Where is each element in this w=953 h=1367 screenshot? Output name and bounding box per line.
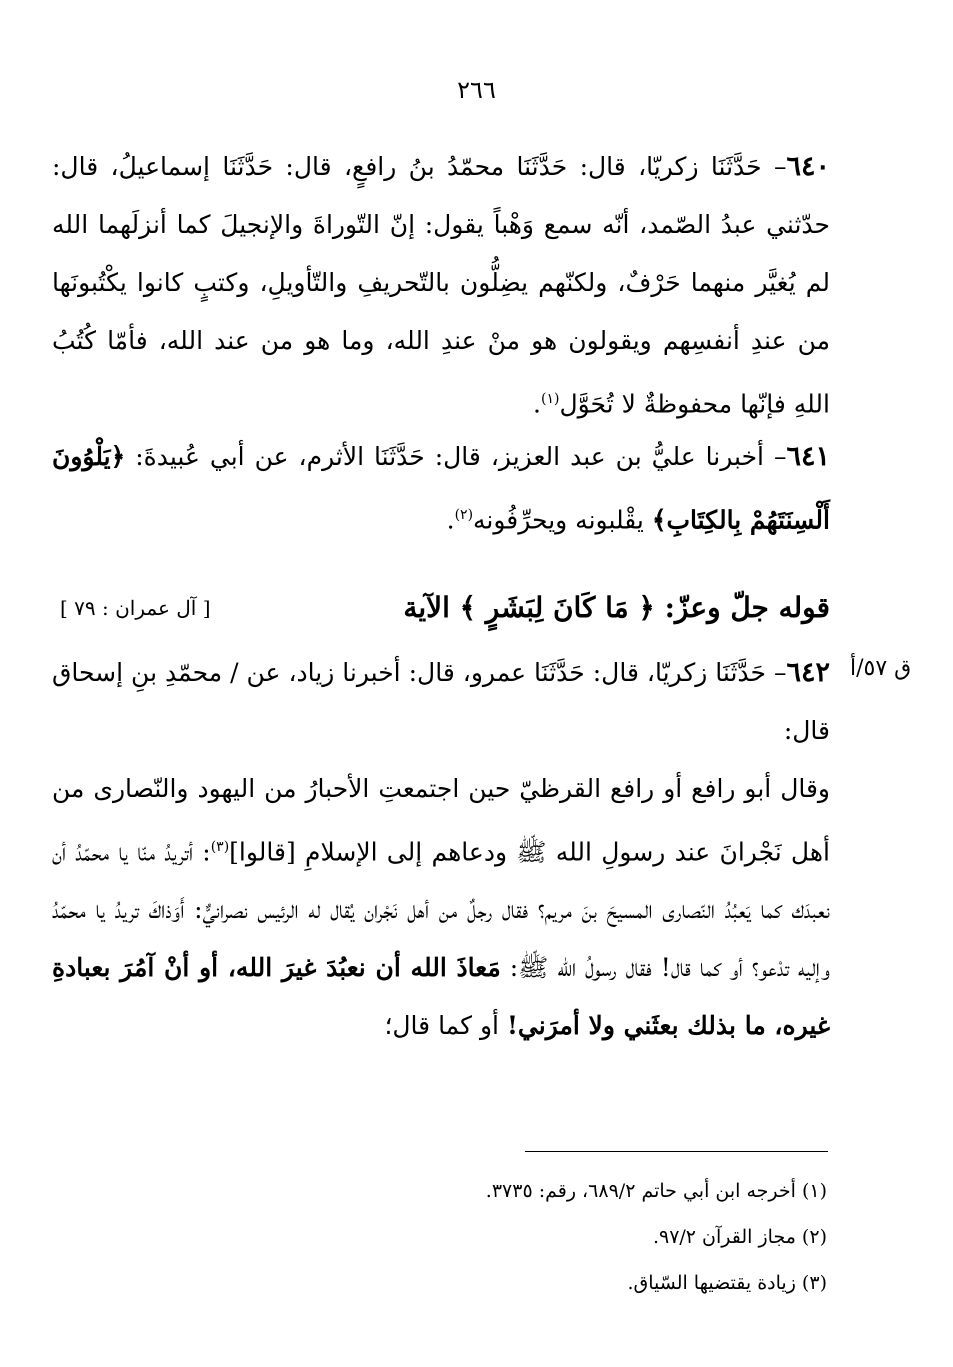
footnote-ref: (٢) [454,507,474,523]
manuscript-margin-note: ق ٥٧/أ [850,656,912,681]
hadith-text: – حَدَّثَنَا زكريّا، قال: حَدَّثَنَا عمرو، قال: أخبرنا زياد، عن / محمّدِ بنِ إسحاق قال: [52,658,830,745]
chapter-heading-start: قوله جلّ وعزّ: [654,591,830,624]
footnote-2: (٢) مجاز القرآن ٩٧/٢. [652,1226,827,1248]
footnote-divider [525,1151,828,1152]
page-number: ٢٦٦ [457,76,496,104]
hadith-number: ٦٤٢ [786,657,830,688]
narration-end: أو كما قال؛ [384,1011,507,1041]
footnote-1: (١) أخرجه ابن أبي حاتم ٦٨٩/٢، رقم: ٣٧٣٥. [485,1180,827,1202]
chapter-heading-end: الآية [403,591,460,624]
hadith-text: – أخبرنا عليُّ بن عبد العزيز، قال: حَدَّثَنَا الأثرم، عن أبي عُبيدةَ: [125,442,787,471]
footnote-ref: (١) [541,391,560,407]
quran-reference: [ آل عمران : ٧٩ ] [60,596,211,620]
chapter-quran: ﴿ مَا كَانَ لِبَشَرٍ ﴾ [459,591,655,624]
hadith-641 [52,428,830,549]
hadith-642-narration [52,760,830,1055]
footnotes [300,1168,827,1306]
hadith-text-after: يقْلبونه ويحرِّفُونه [473,505,652,535]
narration-text: وقال أبو رافع أو رافع القرظيّ حين اجتمعتِ الأحبارُ من اليهود والنّصارى من أهل نَجْرانَ عند رسولِ الله ﷺ ودعاهم إلى الإسلامِ [قالوا] [52,774,830,867]
narration-text-2: : أتريدُ منّا يا محمّدُ أن نعبدَك كما يَعبُدُ النّصارى المسيحَ بنَ مريم؟ فقال رجلٌ من أهل نَجْران يُقال له الرئيس نصرانيٌّ: أَوَذاكَ تريدُ يا محمّدُ وإليه تدْعو؟ أو كما قال! فقال رسولُ الله ﷺ: [52,837,831,983]
footnote-3: (٣) زيادة يقتضيها السّياق. [627,1272,827,1294]
hadith-number: ٦٤٠ [786,151,830,182]
hadith-642 [52,644,830,760]
hadith-text: – حَدَّثَنَا زكريّا، قال: حَدَّثَنَا محمّدُ بنُ رافعٍ، قال: حَدَّثَنَا إسماعيلُ، قال: حدّثني عبدُ الصّمد، أنّه سمع وَهْباً يقول: إنّ التّوراةَ والإنجيلَ كما أنزلَهما الله لم يُغيَّر منهما حَرْفٌ، ولكنّهم يضِلُّون بالتّحريفِ والتّأويلِ، وكتبٍ كانوا يكْتُبونَها من عندِ أنفسِهم ويقولون هو منْ عندِ الله، وما هو من عند الله، فأمّا كُتُبُ اللهِ فإنّها محفوظةٌ لا تُحَوَّل [52,152,830,419]
footnote-ref: (٣) [210,839,230,855]
quran-verse: ﴿يَلْوُونَ أَلْسِنَتَهُمْ بِالكِتَابِ﴾ [52,442,830,535]
hadith-number: ٦٤١ [786,441,830,472]
hadith-end: . [446,505,455,535]
hadith-640 [52,138,830,433]
hadith-end: . [533,389,541,419]
prophet-quote: مَعاذَ الله أن نعبُدَ غيرَ الله، أو أنْ آمُرَ بعبادةِ غيره، ما بذلك بعثَني ولا أمرَني! [52,953,830,1041]
